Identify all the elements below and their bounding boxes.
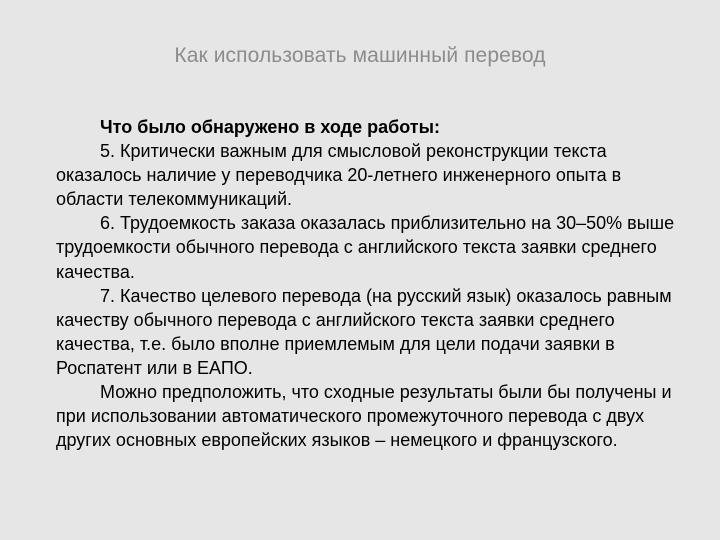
slide-body xyxy=(56,115,676,452)
paragraph-finding-7: 7. Качество целевого перевода (на русский язык) оказалось равным качеству обычного перевода с английского текста заявки среднего качества, т.е. было вполне приемлемым для цели подачи заявки в Роспатент или в ЕАПО. xyxy=(56,285,672,378)
paragraph-conclusion: Можно предположить, что сходные результаты были бы получены и при использовании автоматического промежуточного перевода с двух других основных европейских языков – немецкого и французского. xyxy=(56,382,672,451)
paragraph-finding-6: 6. Трудоемкость заказа оказалась приблизительно на 30–50% выше трудоемкости обычного перевода с английского текста заявки среднего качества. xyxy=(56,213,675,282)
section-heading: Что было обнаружено в ходе работы: xyxy=(100,117,440,137)
paragraph-finding-5: 5. Критически важным для смысловой реконструкции текста оказалось наличие у переводчика 20-летнего инженерного опыта в области телекоммуникаций. xyxy=(56,141,622,210)
slide-title: Как использовать машинный перевод xyxy=(174,44,546,67)
